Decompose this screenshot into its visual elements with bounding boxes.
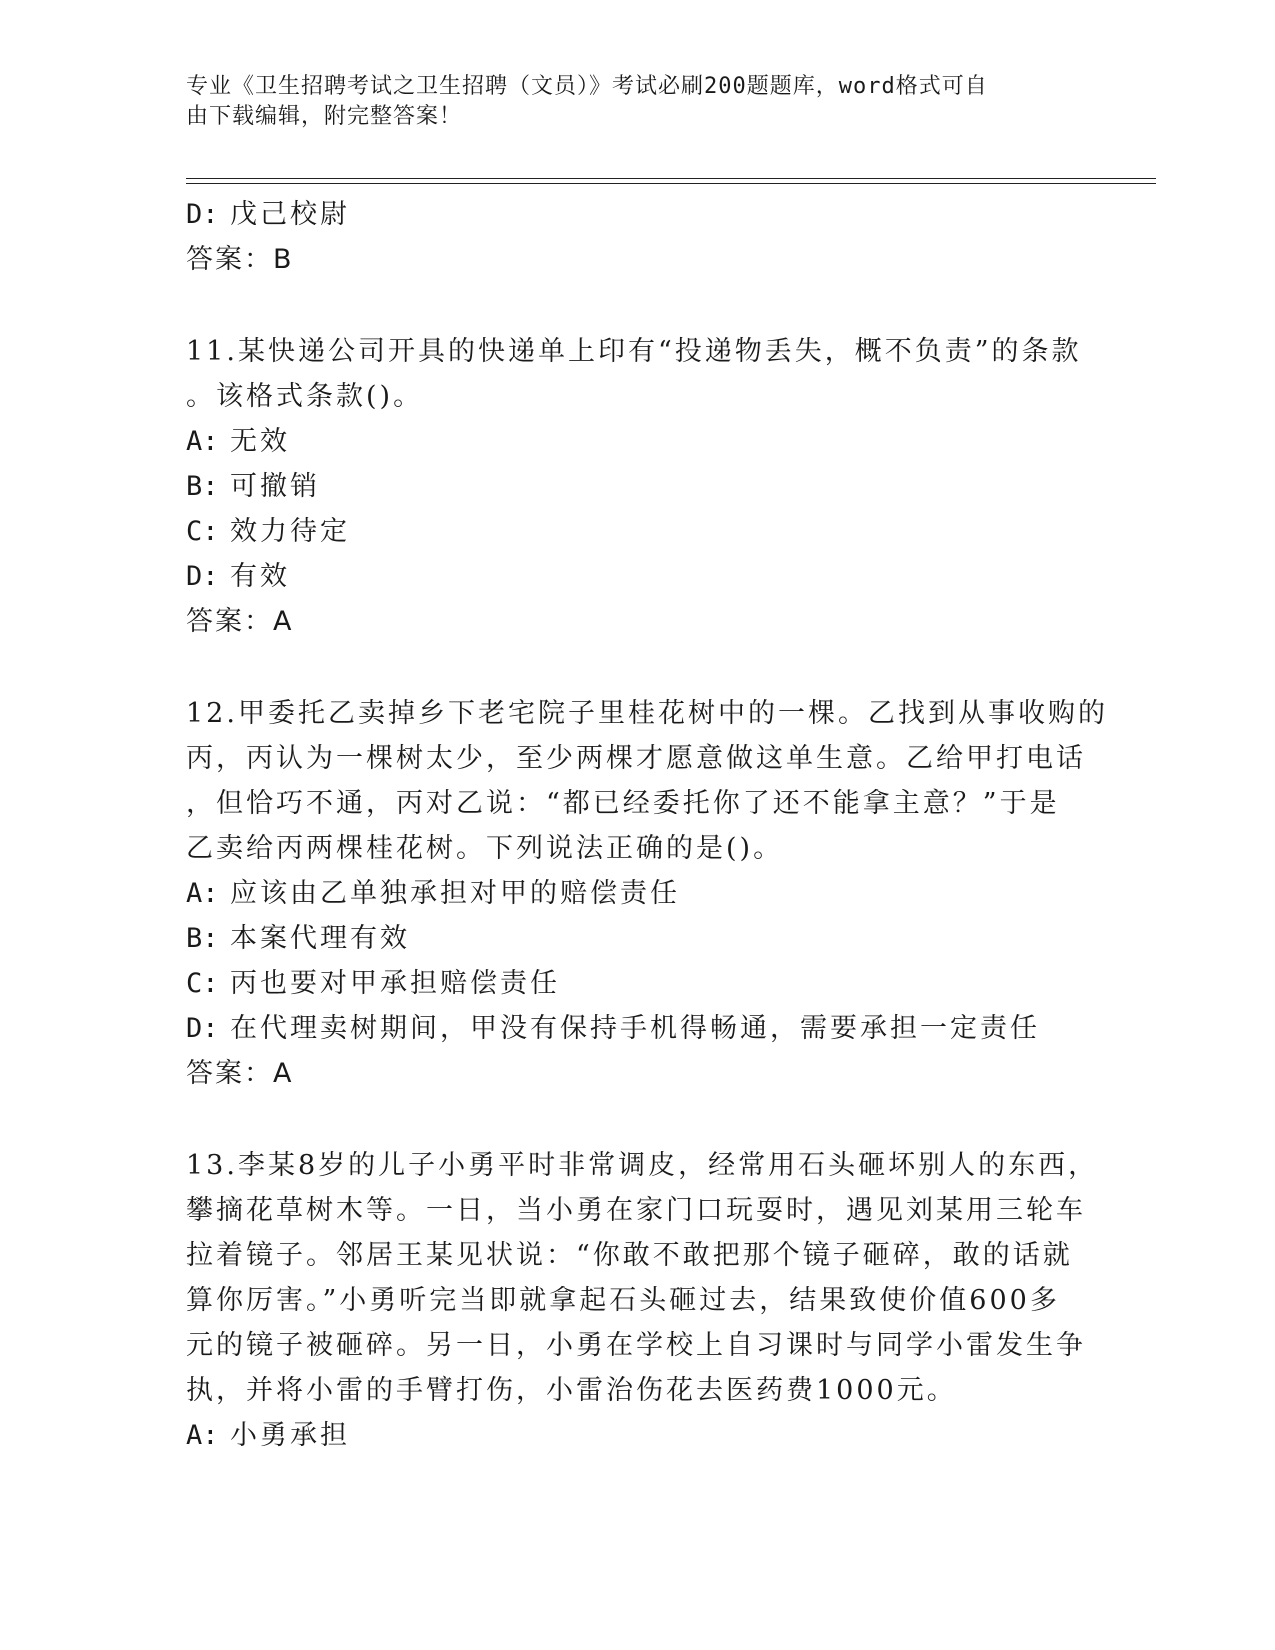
option-text: 丙也要对甲承担赔偿责任: [230, 968, 560, 999]
option-letter: A:: [186, 878, 219, 909]
q11-option-a: [186, 419, 1086, 464]
option-text: 无效: [230, 426, 290, 457]
question-text-line: 丙，丙认为一棵树太少，至少两棵才愿意做这单生意。乙给甲打电话: [186, 743, 1086, 774]
header-divider-top: [186, 178, 1156, 179]
question-text-line: 元的镜子被砸碎。另一日，小勇在学校上自习课时与同学小雷发生争: [186, 1330, 1086, 1361]
option-letter: A:: [186, 426, 219, 457]
q10-answer: 答案：B: [186, 244, 294, 275]
header-title-line-2: 由下载编辑，附完整答案！: [186, 104, 463, 129]
header-title-line-1: 专业《卫生招聘考试之卫生招聘（文员）》考试必刷200题题库，word格式可自: [186, 74, 988, 99]
option-text: 效力待定: [230, 516, 350, 547]
question-text-line: 11.某快递公司开具的快递单上印有“投递物丢失，概不负责”的条款: [186, 336, 1082, 367]
q11-option-d: [186, 554, 1086, 599]
question-text-line: 13.李某8岁的儿子小勇平时非常调皮，经常用石头砸坏别人的东西，: [186, 1150, 1099, 1181]
option-letter: D:: [186, 199, 219, 230]
q12-option-c: [186, 961, 1086, 1006]
q10-option-d: [186, 192, 1086, 237]
q12-option-a: [186, 871, 1086, 916]
question-text-line: ，但恰巧不通，丙对乙说：“都已经委托你了还不能拿主意？”于是: [186, 788, 1060, 819]
option-letter: C:: [186, 516, 219, 547]
option-letter: C:: [186, 968, 219, 999]
question-text-line: 算你厉害。”小勇听完当即就拿起石头砸过去，结果致使价值600多: [186, 1285, 1060, 1316]
question-text-line: 12.甲委托乙卖掉乡下老宅院子里桂花树中的一棵。乙找到从事收购的: [186, 698, 1108, 729]
question-text-line: 攀摘花草树木等。一日，当小勇在家门口玩耍时，遇见刘某用三轮车: [186, 1195, 1086, 1226]
q11-option-b: [186, 464, 1086, 509]
option-text: 小勇承担: [230, 1420, 350, 1451]
q12-answer: 答案：A: [186, 1058, 294, 1089]
question-11: [186, 329, 1086, 644]
question-13: [186, 1143, 1099, 1458]
option-letter: B:: [186, 471, 219, 502]
page-header: [186, 72, 1086, 132]
spacer: [186, 282, 1086, 329]
q11-answer: 答案：A: [186, 606, 294, 637]
question-text-line: 拉着镜子。邻居王某见状说：“你敢不敢把那个镜子砸碎，敢的话就: [186, 1240, 1073, 1271]
option-text: 可撤销: [230, 471, 320, 502]
question-text-line: 执，并将小雷的手臂打伤，小雷治伤花去医药费1000元。: [186, 1375, 957, 1406]
question-text-line: 乙卖给丙两棵桂花树。下列说法正确的是()。: [186, 833, 784, 864]
option-letter: A:: [186, 1420, 219, 1451]
option-text: 戊己校尉: [230, 199, 350, 230]
q12-option-d: [186, 1006, 1086, 1051]
option-text: 在代理卖树期间，甲没有保持手机得畅通，需要承担一定责任: [230, 1013, 1040, 1044]
option-letter: B:: [186, 923, 219, 954]
option-text: 本案代理有效: [230, 923, 410, 954]
q11-option-c: [186, 509, 1086, 554]
spacer: [186, 1096, 1086, 1143]
q12-option-b: [186, 916, 1086, 961]
question-text-line: 。该格式条款()。: [186, 381, 424, 412]
option-text: 应该由乙单独承担对甲的赔偿责任: [230, 878, 680, 909]
q13-option-a: [186, 1413, 1086, 1458]
option-letter: D:: [186, 1013, 219, 1044]
header-divider-bottom: [186, 183, 1156, 184]
spacer: [186, 644, 1086, 691]
document-body: [186, 192, 1108, 1458]
option-letter: D:: [186, 561, 219, 592]
question-12: [186, 691, 1108, 1096]
option-text: 有效: [230, 561, 290, 592]
